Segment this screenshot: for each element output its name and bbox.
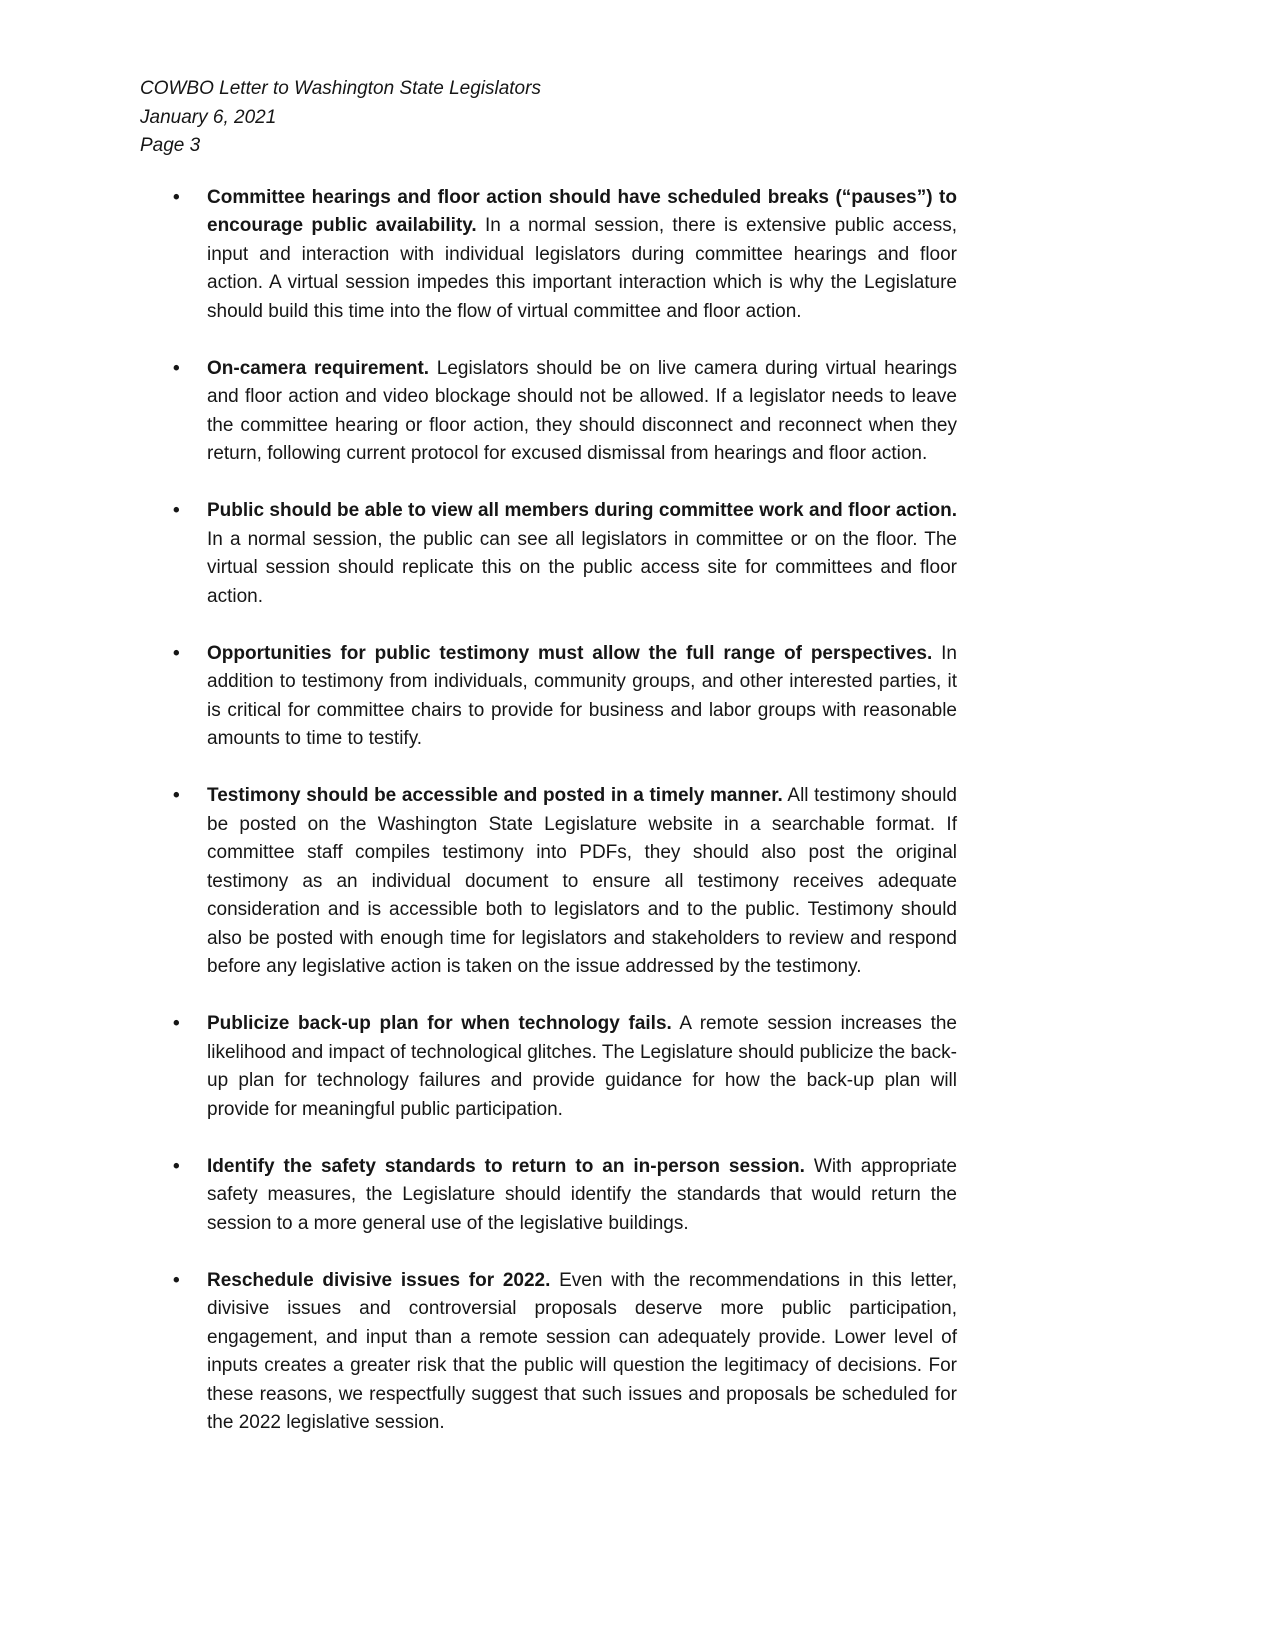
- header-title: COWBO Letter to Washington State Legislators: [140, 78, 541, 99]
- bullet-lead: On-camera requirement.: [207, 357, 430, 379]
- bullet-text: Even with the recommendations in this letter, divisive issues and controversial proposals deserve more public participation, engagement, and input than a remote session can adequately provide. Lower level of inputs creates a greater risk that the public will question the legitimacy of decisions. For these reasons, we respectfully suggest that such issues and proposals be scheduled for the 2022 legislative session.: [207, 1269, 957, 1433]
- bullet-icon: •: [173, 1155, 180, 1177]
- bullet-icon: •: [173, 785, 180, 806]
- bullet-icon: •: [173, 1269, 180, 1291]
- bullet-icon: •: [173, 642, 180, 664]
- bullet-lead: Opportunities for public testimony must allow the full range of perspectives.: [207, 642, 933, 664]
- bullet-item-reschedule-2022: [173, 1267, 957, 1438]
- bullet-lead: Reschedule divisive issues for 2022.: [207, 1269, 551, 1291]
- bullet-item-backup-plan: [173, 1010, 957, 1124]
- bullet-text: Legislators should be on live camera during virtual hearings and floor action and video blockage should not be allowed. If a legislator needs to leave the committee hearing or floor action, they should disconnect and reconnect when they return, following current protocol for excused dismissal from hearings and floor action.: [207, 357, 957, 464]
- bullet-item-testimony-posted: [173, 782, 957, 982]
- bullet-text: In addition to testimony from individuals, community groups, and other interested parties, it is critical for committee chairs to provide for business and labor groups with reasonable amounts to time to testify.: [207, 642, 957, 749]
- bullet-lead: Public should be able to view all members during committee work and floor action.: [207, 500, 957, 521]
- bullet-icon: •: [173, 1013, 180, 1034]
- bullet-lead: Identify the safety standards to return to an in-person session.: [207, 1155, 805, 1177]
- document-header: [140, 75, 1275, 161]
- bullet-lead: Testimony should be accessible and posted in a timely manner.: [207, 785, 783, 806]
- bullet-text: In a normal session, the public can see all legislators in committee or on the floor. The virtual session should replicate this on the public access site for committees and floor action.: [207, 528, 957, 607]
- bullet-item-on-camera: [173, 355, 957, 469]
- header-date: January 6, 2021: [140, 106, 277, 128]
- bullet-item-public-testimony: [173, 640, 957, 754]
- bullet-list: [0, 184, 957, 1438]
- bullet-icon: •: [173, 500, 180, 521]
- bullet-text: All testimony should be posted on the Washington State Legislature website in a searchable format. If committee staff compiles testimony into PDFs, they should also post the original testimony as an individual document to ensure all testimony receives adequate consideration and is accessible both to legislators and to the public. Testimony should also be posted with enough time for legislators and stakeholders to review and respond before any legislative action is taken on the issue addressed by the testimony.: [207, 785, 957, 977]
- bullet-icon: •: [173, 357, 180, 379]
- bullet-text: A remote session increases the likelihood and impact of technological glitches. The Legislature should publicize the back-up plan for technology failures and provide guidance for how the back-up plan will provide for meaningful public participation.: [207, 1013, 957, 1120]
- bullet-item-safety-standards: [173, 1153, 957, 1239]
- bullet-text: In a normal session, there is extensive public access, input and interaction with individual legislators during committee hearings and floor action. A virtual session impedes this important interaction which is why the Legislature should build this time into the flow of virtual committee and floor action.: [207, 215, 957, 322]
- bullet-icon: •: [173, 186, 180, 208]
- bullet-item-view-all-members: [173, 497, 957, 611]
- bullet-lead: Committee hearings and floor action should have scheduled breaks (“pauses”) to encourage public availability.: [207, 186, 957, 236]
- bullet-lead: Publicize back-up plan for when technology fails.: [207, 1013, 672, 1034]
- bullet-item-scheduled-breaks: [173, 184, 957, 327]
- header-page-number: Page 3: [140, 135, 201, 156]
- bullet-text: With appropriate safety measures, the Legislature should identify the standards that would return the session to a more general use of the legislative buildings.: [207, 1155, 957, 1234]
